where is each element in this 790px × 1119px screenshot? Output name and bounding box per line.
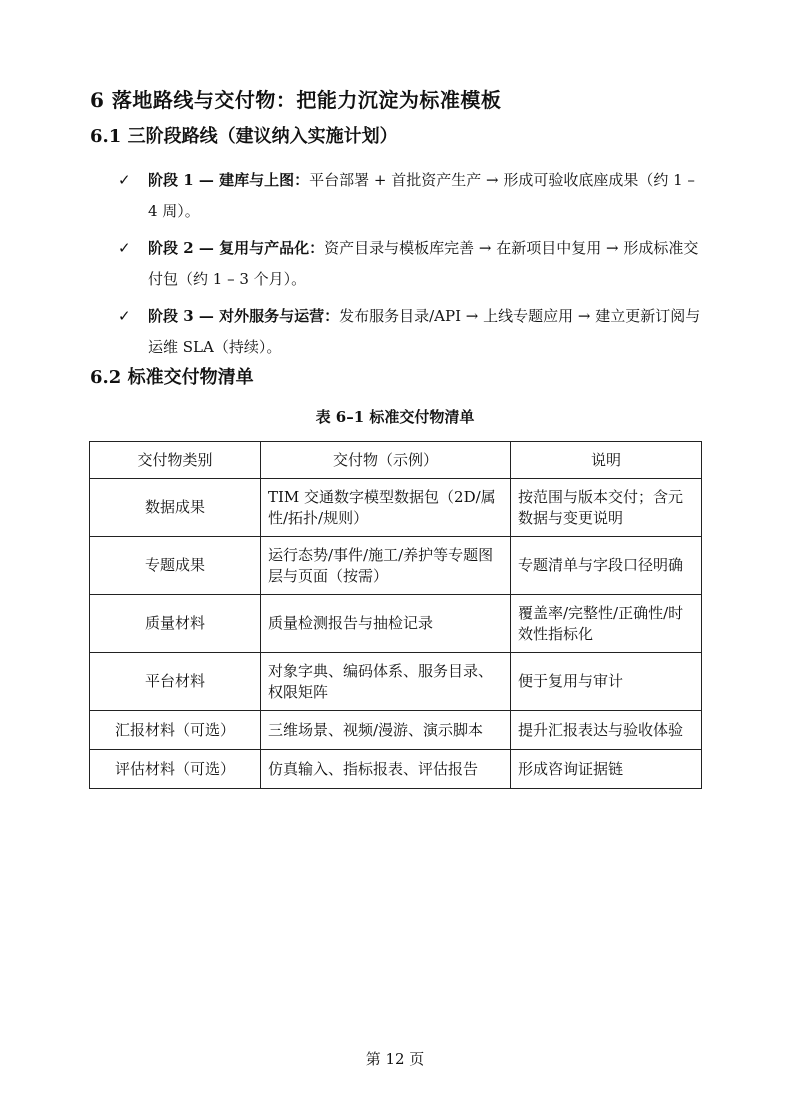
table-cell: 专题成果 — [90, 537, 261, 595]
checkmark-icon: ✓ — [118, 171, 131, 189]
table-cell: 提升汇报表达与验收体验 — [511, 711, 702, 750]
table-cell: 形成咨询证据链 — [511, 750, 702, 789]
list-item — [118, 233, 708, 295]
table-caption: 表 6–1 标准交付物清单 — [315, 408, 475, 426]
table-row — [90, 653, 702, 711]
table-row — [90, 537, 702, 595]
column-header: 交付物（示例） — [261, 442, 511, 479]
table-cell: 评估材料（可选） — [90, 750, 261, 789]
checkmark-icon: ✓ — [118, 307, 131, 325]
table-row — [90, 595, 702, 653]
table-row — [90, 750, 702, 789]
table-cell: 三维场景、视频/漫游、演示脚本 — [261, 711, 511, 750]
list-item — [118, 165, 708, 227]
table-cell: 平台材料 — [90, 653, 261, 711]
table-cell: 质量材料 — [90, 595, 261, 653]
table-cell: 数据成果 — [90, 479, 261, 537]
table-cell: 对象字典、编码体系、服务目录、权限矩阵 — [261, 653, 511, 711]
chapter-heading: 6 落地路线与交付物：把能力沉淀为标准模板 — [90, 88, 502, 112]
table-cell: TIM 交通数字模型数据包（2D/属性/拓扑/规则） — [261, 479, 511, 537]
stage-list — [118, 165, 708, 369]
table-cell: 仿真输入、指标报表、评估报告 — [261, 750, 511, 789]
table-cell: 便于复用与审计 — [511, 653, 702, 711]
stage-text: 发布服务目录/API → 上线专题应用 → 建立更新订阅与运维 SLA（持续）。 — [148, 307, 701, 356]
table-cell: 专题清单与字段口径明确 — [511, 537, 702, 595]
stage-title: 阶段 2 — 复用与产品化： — [148, 239, 325, 257]
table-row — [90, 479, 702, 537]
page-number: 第 12 页 — [365, 1050, 425, 1068]
stage-title: 阶段 3 — 对外服务与运营： — [148, 307, 340, 325]
deliverables-table — [89, 441, 702, 789]
table-cell: 运行态势/事件/施工/养护等专题图层与页面（按需） — [261, 537, 511, 595]
section-heading-deliverables: 6.2 标准交付物清单 — [90, 367, 254, 388]
stage-text: 资产目录与模板库完善 → 在新项目中复用 → 形成标准交付包（约 1 – 3 个月）。 — [148, 239, 699, 288]
table-header-row — [90, 442, 702, 479]
checkmark-icon: ✓ — [118, 239, 131, 257]
list-item — [118, 301, 708, 363]
table-cell: 覆盖率/完整性/正确性/时效性指标化 — [511, 595, 702, 653]
column-header: 说明 — [511, 442, 702, 479]
table-cell: 质量检测报告与抽检记录 — [261, 595, 511, 653]
stage-title: 阶段 1 — 建库与上图： — [148, 171, 310, 189]
section-heading-route: 6.1 三阶段路线（建议纳入实施计划） — [90, 126, 398, 147]
table-cell: 按范围与版本交付；含元数据与变更说明 — [511, 479, 702, 537]
table-cell: 汇报材料（可选） — [90, 711, 261, 750]
stage-text: 平台部署 + 首批资产生产 → 形成可验收底座成果（约 1 – 4 周）。 — [148, 171, 695, 220]
table-row — [90, 711, 702, 750]
column-header: 交付物类别 — [90, 442, 261, 479]
